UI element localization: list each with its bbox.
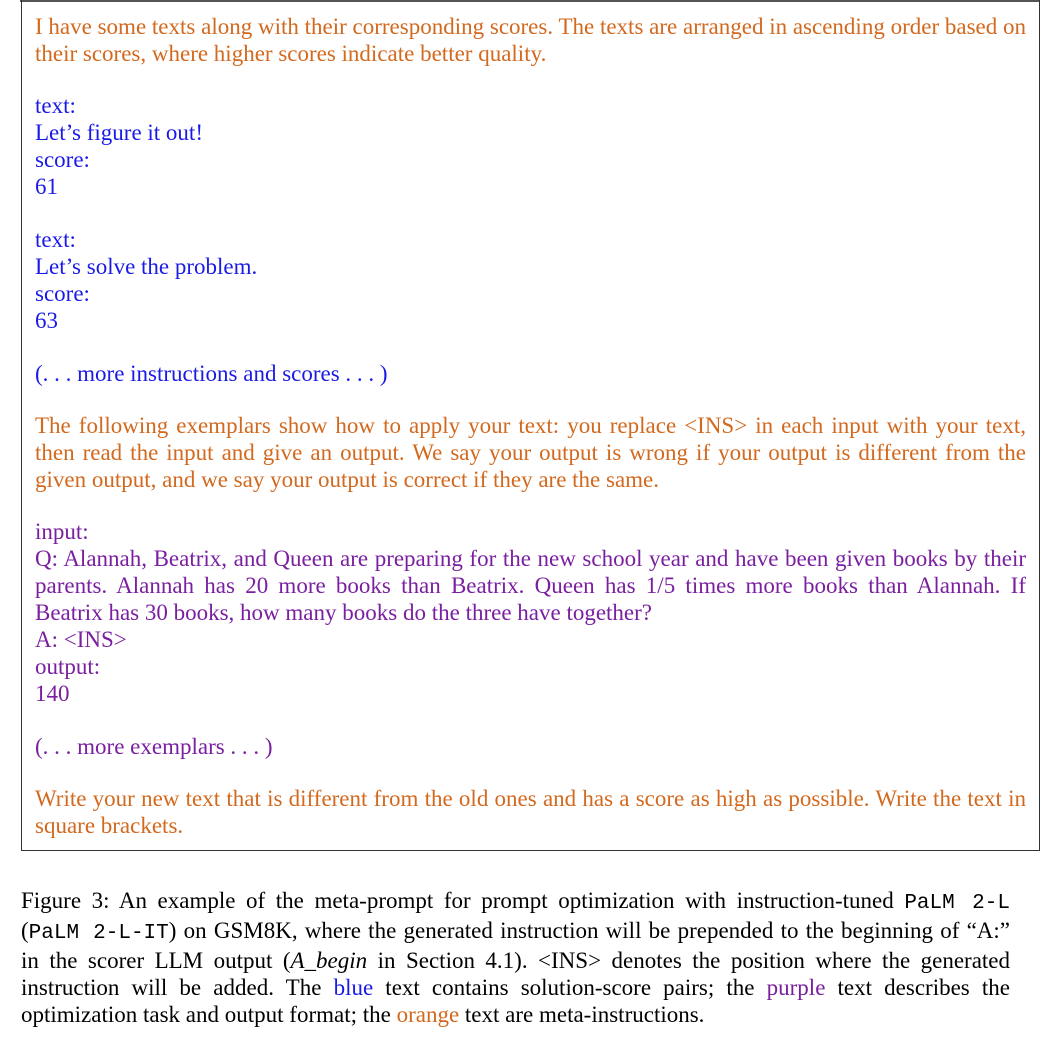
caption-orange-word: orange [396, 1002, 460, 1027]
exemplar-intro: The following exemplars show how to apply your text: you replace <INS> in each input with your text, then read the input and give an output. We say your output is wrong if your output is different from the given output, and we say your output is correct if they are the same. [35, 413, 1026, 492]
caption-text: Figure 3: An example of the meta-prompt for prompt optimization with instruction-tuned [21, 888, 905, 913]
text-label: text: [35, 227, 76, 252]
exemplar-question: Q: Alannah, Beatrix, and Queen are preparing for the new school year and have been given books by their parents. Alannah has 20 more books than Beatrix. Queen has 1/5 times more books than Alannah. If Beatrix has 30 books, how many books do the three have together? [35, 546, 1026, 625]
caption-text: ( [21, 918, 29, 943]
caption-text: text are meta-instructions. [459, 1002, 705, 1027]
caption-text: ) on GSM8K, where the generated instruction will be prepended to the beginning of “A:” in the scorer LLM output ( [21, 918, 1011, 973]
pair-text: Let’s figure it out! [35, 120, 203, 145]
pair-score: 61 [35, 174, 58, 199]
caption-blue-word: blue [333, 975, 374, 1000]
caption-model-name: PaLM 2-L-IT [28, 922, 169, 945]
exemplar-output: 140 [35, 681, 70, 706]
more-exemplars-ellipsis: (. . . more exemplars . . . ) [35, 734, 273, 759]
score-label: score: [35, 281, 90, 306]
text-label: text: [35, 93, 76, 118]
solution-score-pair [35, 92, 1026, 200]
output-label: output: [35, 654, 101, 679]
solution-score-pair [35, 226, 1026, 334]
caption-abegin: A_begin [290, 948, 368, 973]
caption-purple-word: purple [766, 975, 826, 1000]
caption-text: in Section 4.1). <INS> denotes the position where the generated instruction will be added. The [21, 948, 1010, 1000]
caption-text: text contains solution-score pairs; the [373, 975, 767, 1000]
meta-prompt-box [21, 0, 1040, 851]
caption-model-name: PaLM 2-L [904, 892, 1010, 915]
caption-text: text describes the optimization task and output format; the [21, 975, 1010, 1027]
final-instruction: Write your new text that is different from the old ones and has a score as high as possible. Write the text in square brackets. [35, 786, 1026, 838]
score-label: score: [35, 147, 90, 172]
exemplar-block [35, 518, 1026, 707]
meta-prompt-intro: I have some texts along with their corresponding scores. The texts are arranged in ascending order based on their scores, where higher scores indicate better quality. [35, 14, 1026, 66]
exemplar-answer: A: <INS> [35, 627, 127, 652]
more-pairs-ellipsis: (. . . more instructions and scores . . . ) [35, 361, 388, 386]
pair-text: Let’s solve the problem. [35, 254, 258, 279]
input-label: input: [35, 519, 89, 544]
figure-caption [21, 887, 1010, 1028]
pair-score: 63 [35, 308, 58, 333]
